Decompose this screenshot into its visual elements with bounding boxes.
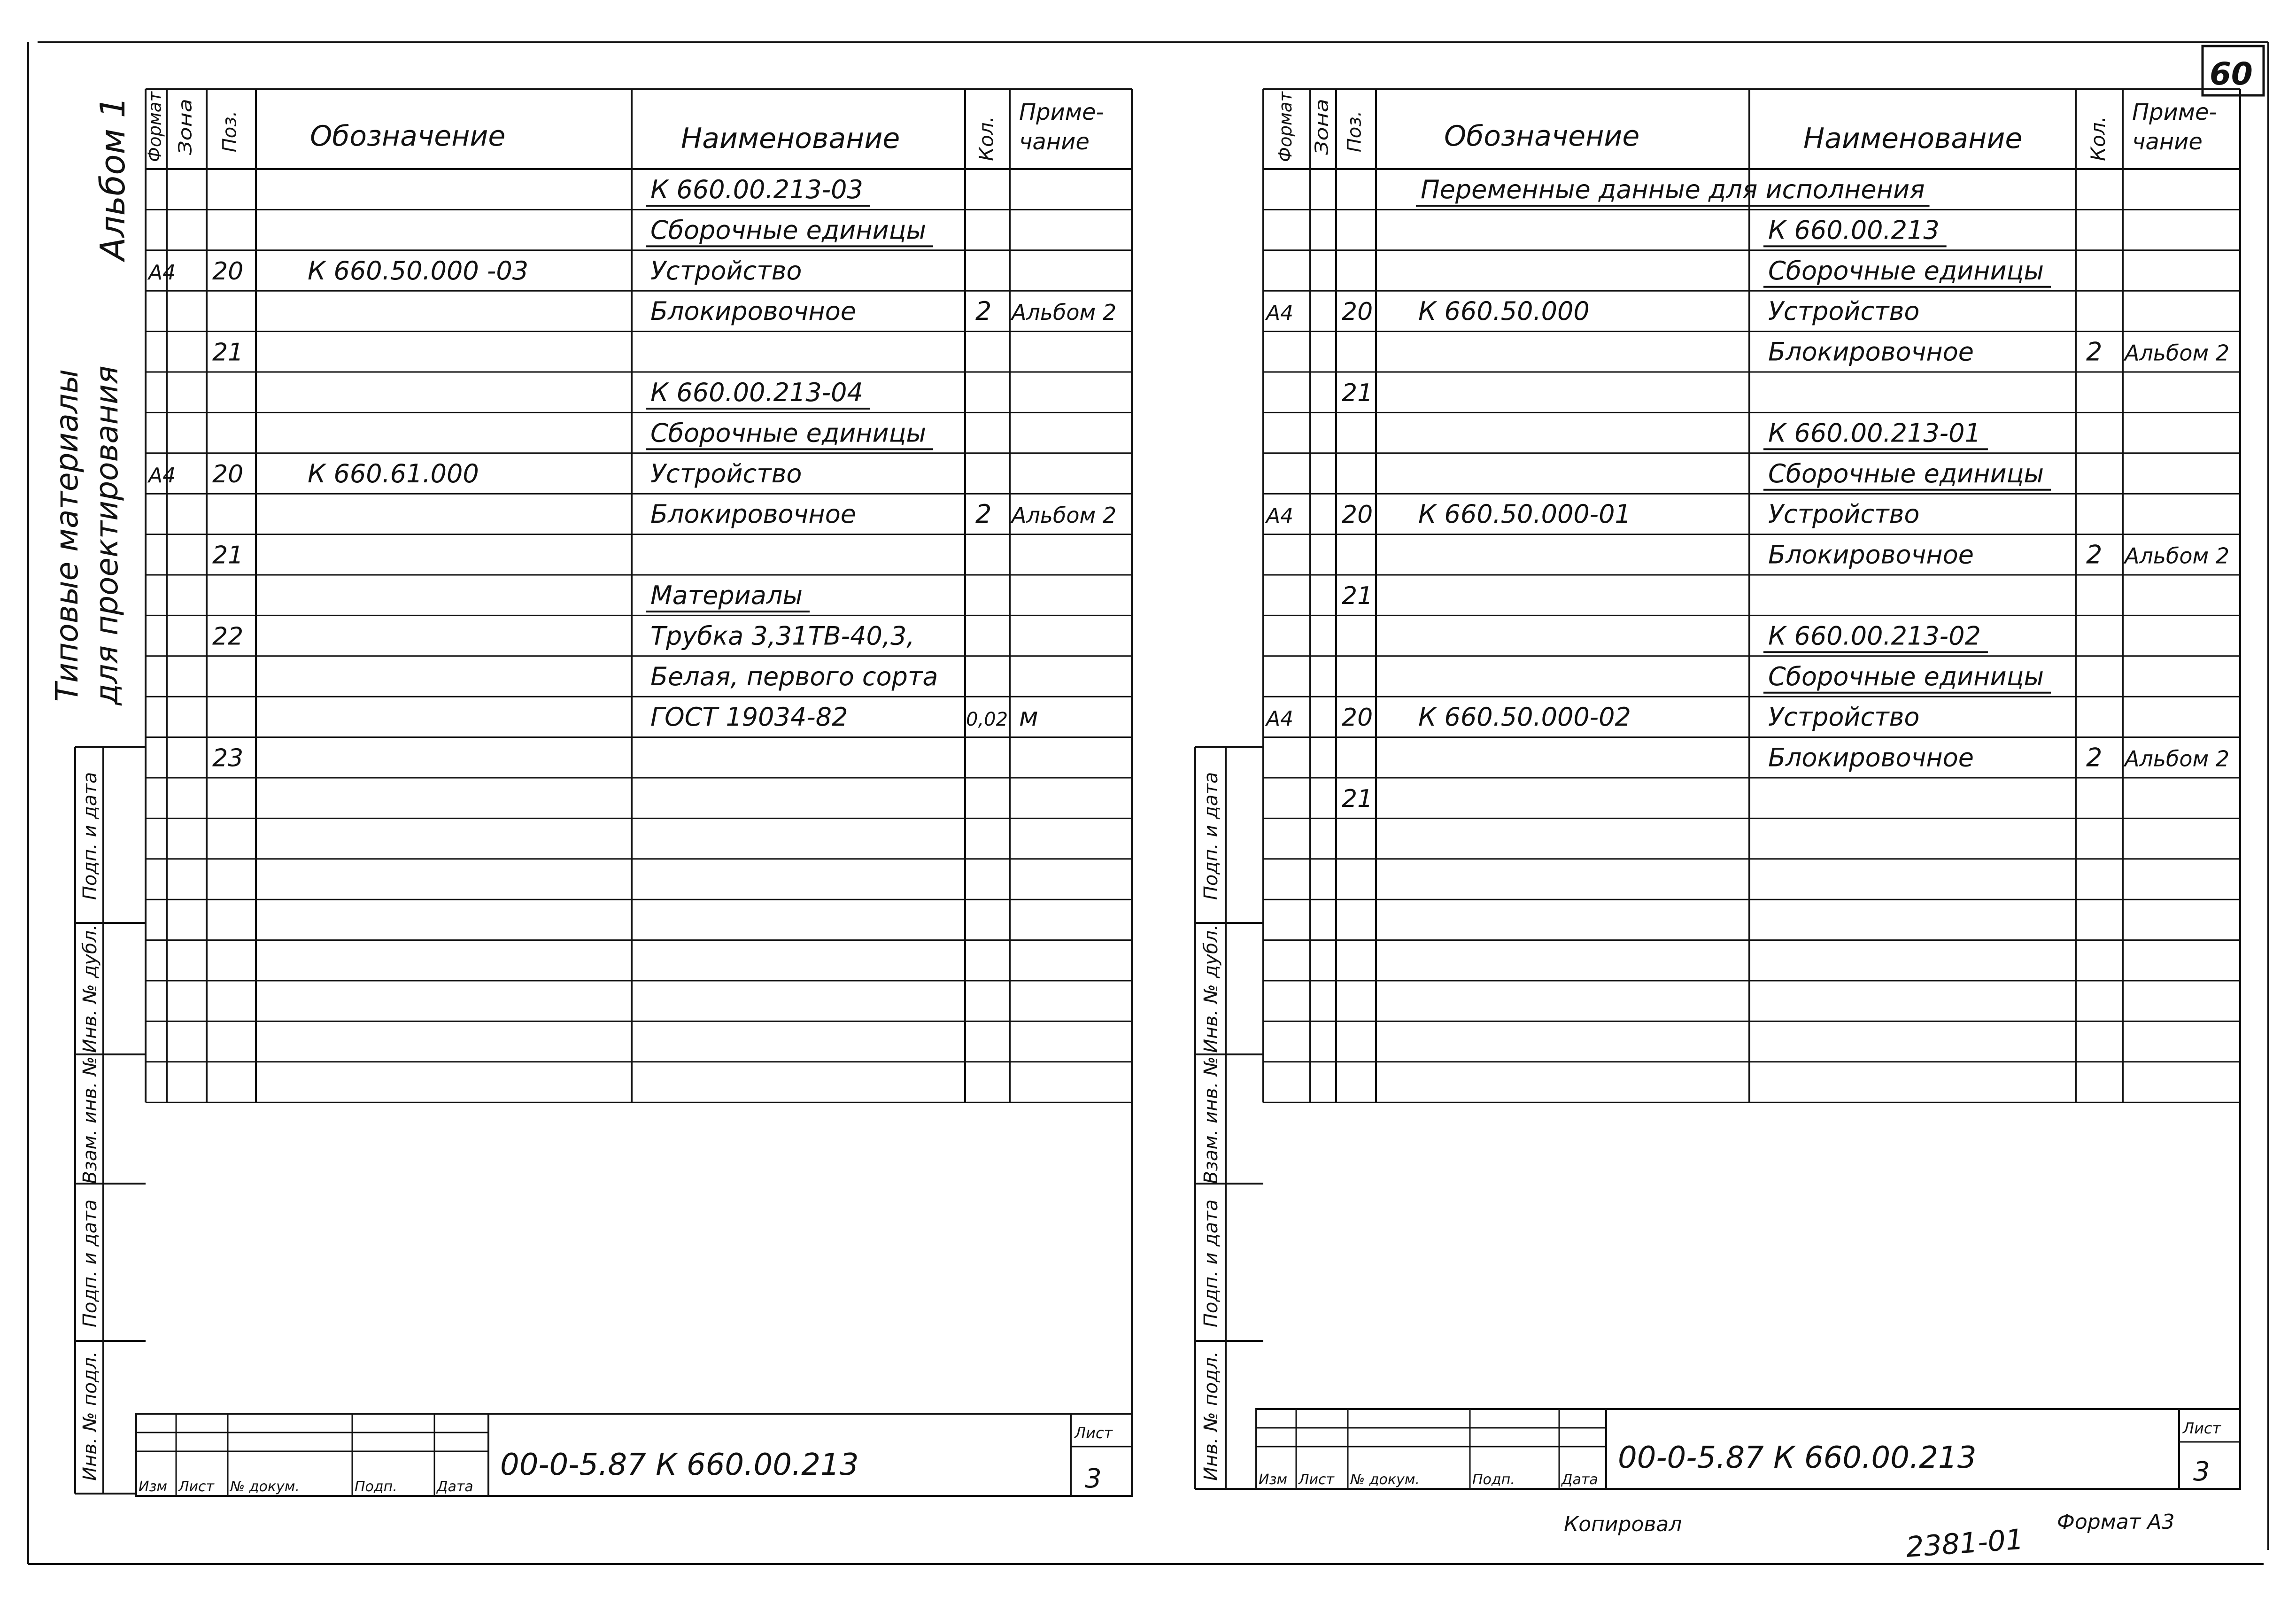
undefined-tb-label: № докум.: [1350, 1471, 1420, 1488]
undefined-tb-sheet-no: 3: [1085, 1464, 1102, 1494]
undefined-cell-name: Блокировочное: [650, 296, 856, 326]
undefined-tb-label: Изм: [1259, 1471, 1288, 1488]
undefined-cell-name: К 660.00.213-03: [650, 175, 863, 204]
undefined-cell-note: Альбом 2: [2125, 543, 2230, 569]
undefined-header-zone: Зона: [175, 110, 196, 155]
undefined-cell-designation: К 660.50.000: [1418, 296, 1590, 326]
stamp-label-left: Инв. № подл.: [79, 1351, 101, 1481]
undefined-cell-name: Блокировочное: [650, 499, 856, 529]
undefined-cell-pos: 21: [212, 338, 244, 367]
undefined-cell-name: Устройство: [650, 256, 802, 286]
undefined-tb-label: Дата: [1562, 1471, 1598, 1488]
undefined-tb-label: № докум.: [230, 1479, 300, 1495]
undefined-header-note-l1: Приме-: [2132, 99, 2217, 125]
undefined-cell-name: Блокировочное: [1768, 540, 1974, 570]
undefined-cell-format: А4: [1266, 301, 1294, 325]
undefined-tb-sheet-label: Лист: [2183, 1419, 2221, 1437]
undefined-cell-qty: 2: [975, 499, 992, 529]
undefined-cell-note: Альбом 2: [2125, 746, 2230, 772]
undefined-cell-pos: 20: [212, 460, 244, 488]
undefined-cell-designation: Переменные данные для исполнения: [1421, 175, 1925, 204]
undefined-cell-designation: К 660.50.000-02: [1418, 702, 1631, 732]
undefined-cell-pos: 21: [212, 541, 244, 570]
undefined-cell-name: Белая, первого сорта: [650, 661, 938, 691]
album-title-line1: Типовые материалы: [49, 369, 85, 702]
stamp-label-right: Подп. и дата: [1200, 772, 1222, 900]
undefined-cell-name: К 660.00.213-02: [1768, 621, 1981, 651]
undefined-tb-label: Изм: [139, 1479, 168, 1495]
undefined-cell-name: ГОСТ 19034-82: [650, 702, 848, 732]
footer-copied: Копировал: [1564, 1512, 1682, 1536]
undefined-header-format: Формат: [1275, 89, 1296, 162]
stamp-label-left: Подп. и дата: [79, 1199, 101, 1328]
stamp-label-left: Подп. и дата: [79, 772, 101, 900]
undefined-header-name: Наименование: [681, 122, 900, 155]
undefined-tb-label: Дата: [437, 1479, 473, 1495]
undefined-cell-name: Сборочные единицы: [650, 215, 927, 245]
undefined-tb-label: Подп.: [355, 1479, 397, 1495]
undefined-cell-pos: 20: [1342, 704, 1373, 732]
undefined-cell-qty: 2: [2086, 540, 2103, 570]
undefined-cell-qty: 2: [2086, 743, 2103, 773]
undefined-cell-name: Трубка 3,31ТВ-40,3,: [650, 621, 915, 651]
undefined-header-zone: Зона: [1311, 110, 1332, 155]
undefined-cell-name: Устройство: [1768, 702, 1920, 732]
undefined-header-pos: Поз.: [1344, 110, 1366, 153]
undefined-cell-pos: 21: [1342, 379, 1373, 407]
undefined-header-qty: Кол.: [974, 116, 998, 161]
footer-format: Формат А3: [2057, 1510, 2175, 1534]
album-title-line2: для проектирования: [89, 365, 125, 705]
undefined-cell-pos: 22: [212, 622, 244, 651]
undefined-tb-code: 00-0-5.87 К 660.00.213: [1618, 1440, 1977, 1475]
stamp-label-right: Инв. № дубл.: [1200, 924, 1222, 1053]
undefined-cell-pos: 20: [212, 257, 244, 286]
undefined-tb-sheet-no: 3: [2193, 1456, 2210, 1487]
undefined-cell-designation: К 660.50.000 -03: [308, 256, 529, 286]
undefined-tb-label: Лист: [1299, 1471, 1335, 1488]
undefined-cell-name: Блокировочное: [1768, 337, 1974, 367]
undefined-header-note-l2: чание: [1019, 129, 1090, 155]
undefined-cell-pos: 20: [1342, 298, 1373, 326]
stamp-label-right: Взам. инв. №: [1200, 1056, 1222, 1184]
undefined-cell-note: Альбом 2: [1012, 503, 1117, 528]
undefined-cell-format: А4: [1266, 504, 1294, 528]
undefined-cell-pos: 23: [212, 744, 244, 773]
undefined-tb-code: 00-0-5.87 К 660.00.213: [500, 1448, 859, 1482]
undefined-cell-designation: К 660.61.000: [308, 458, 479, 488]
right-specification: [1256, 89, 2240, 1489]
undefined-cell-name: К 660.00.213-04: [650, 378, 863, 407]
undefined-header-note-l1: Приме-: [1019, 99, 1104, 125]
stamp-label-right: Инв. № подл.: [1200, 1351, 1222, 1481]
footer-number: 2381-01: [1905, 1523, 2025, 1564]
undefined-cell-qty: 2: [2086, 337, 2103, 367]
undefined-cell-name: Устройство: [1768, 499, 1920, 529]
stamp-label-right: Подп. и дата: [1200, 1199, 1222, 1328]
undefined-cell-name: Сборочные единицы: [1768, 256, 2044, 286]
undefined-cell-note: Альбом 2: [1012, 300, 1117, 325]
undefined-cell-format: А4: [148, 463, 176, 488]
page-number: 60: [2210, 56, 2253, 92]
undefined-cell-note: м: [1019, 702, 1038, 732]
undefined-cell-qty: 0,02: [966, 709, 1008, 731]
undefined-cell-name: Устройство: [650, 458, 802, 488]
undefined-cell-name: Устройство: [1768, 296, 1920, 326]
undefined-cell-name: К 660.00.213-01: [1768, 418, 1981, 448]
undefined-cell-name: Блокировочное: [1768, 743, 1974, 773]
undefined-cell-format: А4: [148, 260, 176, 285]
undefined-cell-name: Сборочные единицы: [1768, 458, 2044, 488]
undefined-header-pos: Поз.: [219, 110, 241, 153]
undefined-header-note-l2: чание: [2132, 129, 2203, 155]
undefined-cell-name: Сборочные единицы: [1768, 661, 2044, 691]
footer: [1564, 1510, 2175, 1564]
undefined-header-name: Наименование: [1803, 122, 2023, 155]
undefined-cell-note: Альбом 2: [2125, 340, 2230, 366]
undefined-cell-name: К 660.00.213: [1768, 215, 1940, 245]
undefined-cell-name: Материалы: [650, 581, 803, 610]
undefined-header-designation: Обозначение: [310, 120, 506, 153]
undefined-tb-sheet-label: Лист: [1075, 1424, 1113, 1442]
undefined-cell-pos: 20: [1342, 501, 1373, 529]
undefined-header-qty: Кол.: [2087, 116, 2110, 161]
undefined-cell-pos: 21: [1342, 785, 1373, 813]
undefined-header-format: Формат: [144, 89, 165, 162]
undefined-cell-format: А4: [1266, 707, 1294, 731]
stamp-label-left: Взам. инв. №: [79, 1056, 101, 1184]
undefined-tb-label: Подп.: [1472, 1471, 1515, 1488]
album-label: Альбом 1: [93, 96, 132, 261]
stamp-label-left: Инв. № дубл.: [79, 924, 101, 1053]
left-specification: [136, 89, 1132, 1496]
undefined-cell-designation: К 660.50.000-01: [1418, 499, 1631, 529]
undefined-header-designation: Обозначение: [1444, 120, 1640, 153]
undefined-cell-qty: 2: [975, 296, 992, 326]
undefined-cell-pos: 21: [1342, 582, 1373, 610]
undefined-tb-label: Лист: [178, 1479, 215, 1495]
undefined-cell-name: Сборочные единицы: [650, 418, 927, 448]
